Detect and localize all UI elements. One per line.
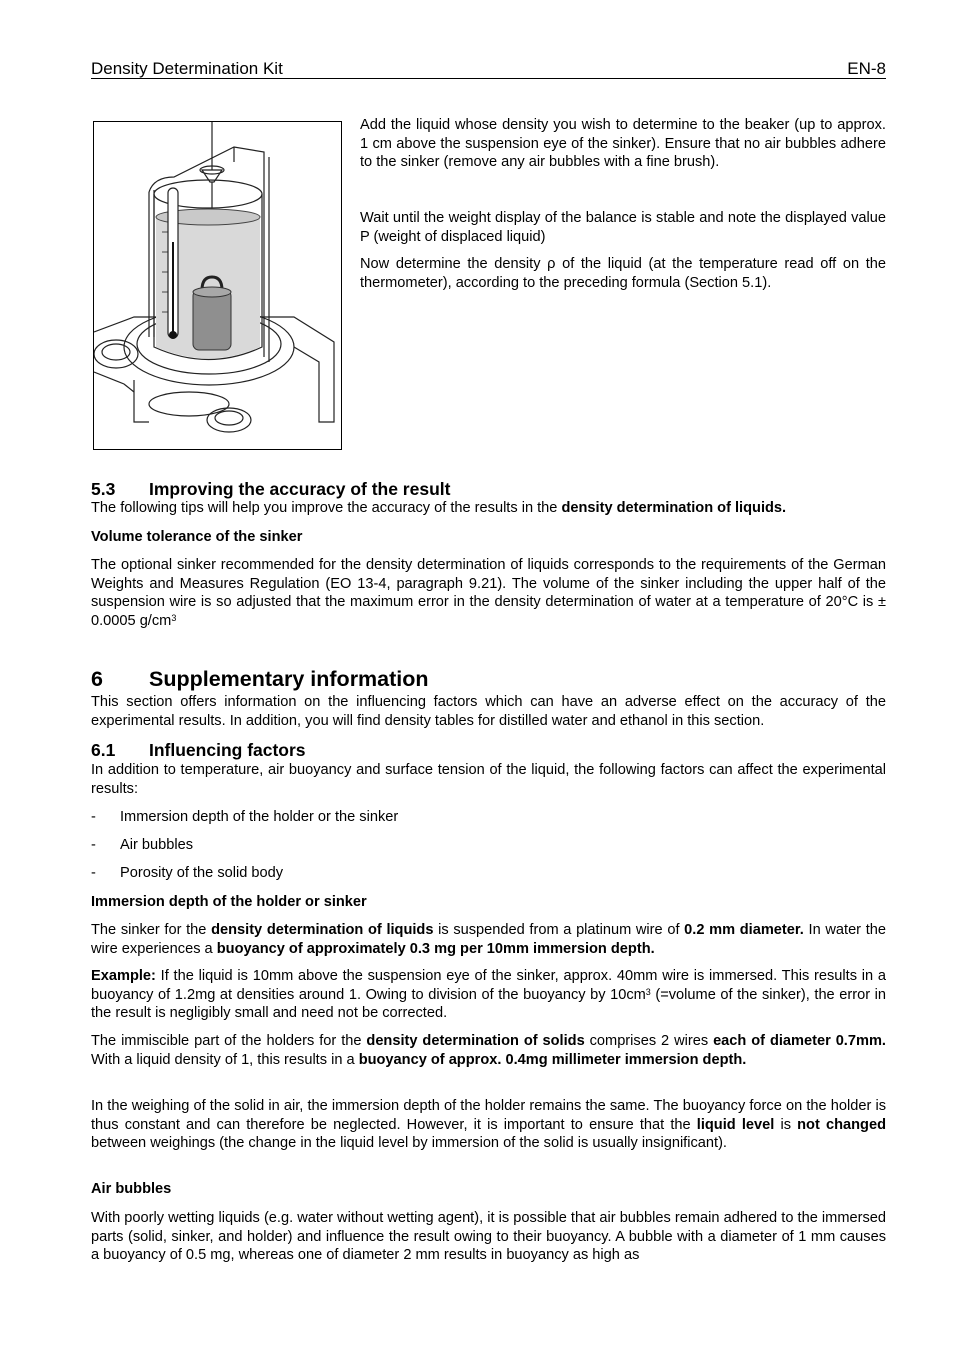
bold-text: density determination of liquids	[211, 922, 434, 938]
bullet-dash: -	[91, 837, 96, 853]
text: The immiscible part of the holders for the	[91, 1033, 367, 1049]
bold-text: 0.2 mm diameter.	[684, 922, 804, 938]
section-6-heading	[91, 667, 429, 692]
text: between weighings (the change in the liquid level by immersion of the solid is usually insignificant).	[91, 1135, 727, 1151]
text: comprises 2 wires	[584, 1033, 714, 1049]
section-number: 5.3	[91, 479, 116, 499]
superscript: 3	[171, 612, 177, 623]
bold-text: Example:	[91, 968, 156, 984]
immersion-paragraph-1	[91, 921, 886, 958]
text: With a liquid density of 1, this results in a	[91, 1051, 359, 1068]
sinker-tolerance-heading: Volume tolerance of the sinker	[91, 529, 303, 545]
section-number: 6.1	[91, 740, 116, 760]
intro-paragraph-3: Now determine the density ρ of the liquid (at the temperature read off on the thermometer), according to the preceding formula (Section 5.1).	[360, 256, 886, 291]
immersion-paragraph-2	[91, 967, 886, 1023]
list-item	[91, 865, 283, 881]
text: In the weighing of the solid in air, the immersion depth of the holder remains the same. The buoyancy force on the holder is thus constant and can therefore be neglected. However, it is important to ensure that the	[91, 1098, 886, 1133]
bold-text: buoyancy of approximately 0.3 mg per 10mm immersion depth.	[216, 940, 655, 957]
text: The sinker for the	[91, 922, 212, 938]
list-item	[91, 837, 193, 853]
section-5-3-heading	[91, 479, 450, 500]
intro-paragraph-2: Wait until the weight display of the balance is stable and note the displayed value P (weight of displaced liquid)	[360, 210, 886, 245]
bold-text: liquid level	[696, 1116, 775, 1133]
section-number: 6	[91, 667, 103, 691]
page-header	[91, 58, 886, 79]
header-page-number: EN-8	[847, 59, 886, 78]
density-kit-illustration	[93, 121, 342, 450]
section-title: Improving the accuracy of the result	[149, 479, 451, 499]
section-6-body: This section offers information on the influencing factors which can have an adverse effect on the accuracy of the experimental results. In addition, you will find density tables for distilled water and ethanol in this section.	[91, 694, 886, 729]
immersion-paragraph-3	[91, 1032, 886, 1069]
section-6-1-body: In addition to temperature, air buoyancy and surface tension of the liquid, the following factors can affect the experimental results:	[91, 762, 886, 797]
list-item	[91, 809, 398, 825]
intro-paragraph-1: Add the liquid whose density you wish to determine to the beaker (up to approx. 1 cm above the suspension eye of the sinker). Ensure that no air bubbles adhere to the sinker (remove any air bubbles with a fine brush).	[360, 117, 886, 170]
bold-text: not changed	[797, 1116, 886, 1133]
bullet-dash: -	[91, 865, 96, 881]
air-bubbles-heading: Air bubbles	[91, 1181, 172, 1197]
list-item-text: Air bubbles	[120, 837, 194, 853]
section-title: Influencing factors	[149, 740, 306, 760]
bullet-dash: -	[91, 809, 96, 825]
text: In water the wire experiences a	[91, 922, 886, 957]
beaker-sinker-icon	[94, 122, 341, 449]
lead-text: The following tips will help you improve the accuracy of the results in the	[91, 500, 562, 516]
list-item-text: Immersion depth of the holder or the sinker	[120, 809, 399, 825]
text: If the liquid is 10mm above the suspension eye of the sinker, approx. 40mm wire is immersed. This results in a buoyancy of 1.2mg at densities around 1. Owing to division of the buoyancy by 10cm	[91, 968, 886, 1003]
superscript: 3	[645, 986, 651, 997]
lead-bold: density determination of liquids.	[561, 500, 787, 516]
header-title: Density Determination Kit	[91, 59, 283, 78]
section-5-3-lead	[91, 499, 886, 518]
immersion-depth-heading: Immersion depth of the holder or sinker	[91, 894, 367, 910]
section-6-1-heading	[91, 740, 306, 761]
sinker-tolerance-body	[91, 556, 886, 630]
text: is	[774, 1116, 798, 1133]
text: is suspended from a platinum wire of	[433, 922, 685, 938]
air-bubbles-body: With poorly wetting liquids (e.g. water without wetting agent), it is possible that air bubbles remain adhered to the immersed parts (solid, sinker, and holder) and influence the result owing to their buoyancy. A bubble with a diameter of 1 mm causes a buoyancy of 0.5 mg, whereas one of diameter 2 mm results in buoyancy as high as	[91, 1210, 886, 1263]
section-title: Supplementary information	[149, 667, 429, 691]
text: (=volume of the sinker), the error in the result is negligibly small and need not be corrected.	[91, 986, 886, 1021]
bold-text: each of diameter 0.7mm.	[713, 1033, 886, 1049]
body-text: The optional sinker recommended for the density determination of liquids corresponds to the requirements of the German Weights and Measures Regulation (EO 13-4, paragraph 9.21). The volume of the sinker including the upper half of the suspension wire is so adjusted that the maximum error in the density determination of water at a temperature of 20°C is ± 0.0005 g/cm	[91, 557, 886, 629]
bold-text: density determination of solids	[366, 1033, 585, 1049]
bold-text: buoyancy of approx. 0.4mg millimeter immersion depth.	[358, 1051, 747, 1068]
list-item-text: Porosity of the solid body	[120, 865, 284, 881]
immersion-paragraph-4	[91, 1097, 886, 1153]
